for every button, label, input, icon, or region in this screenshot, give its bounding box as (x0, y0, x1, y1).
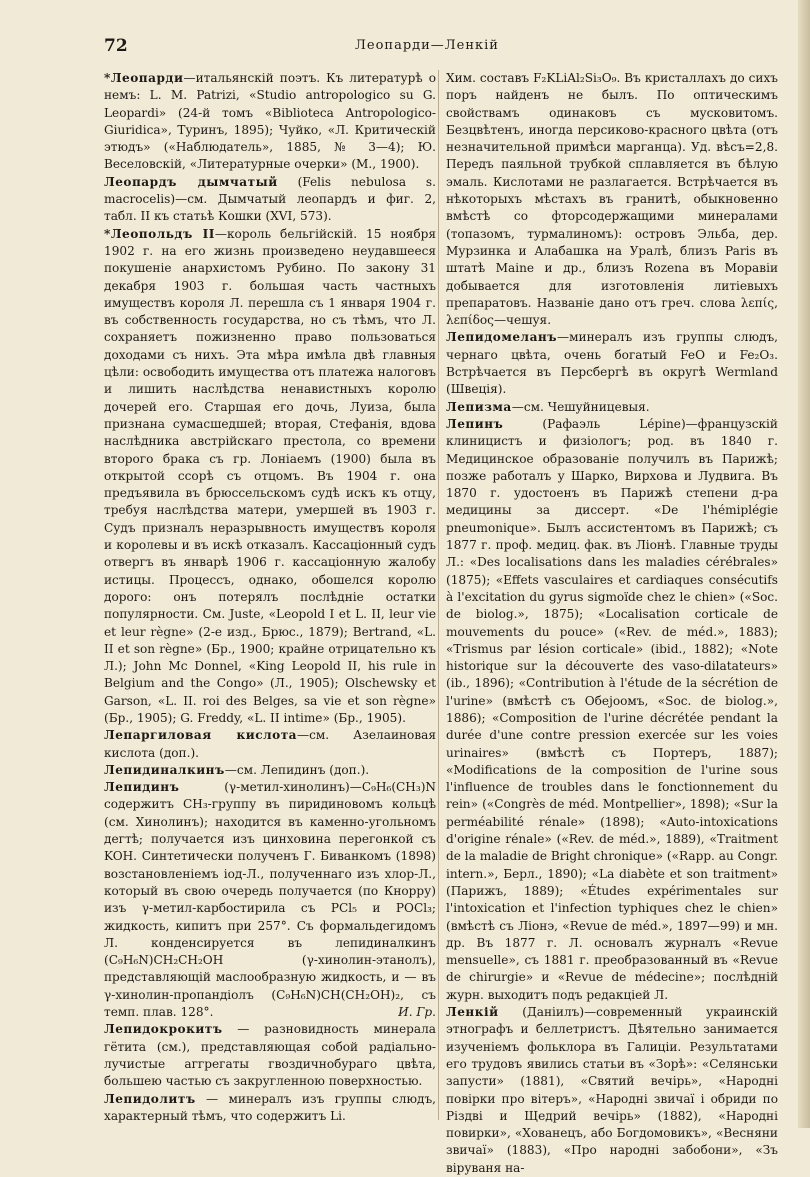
page-spine-shadow (798, 0, 810, 1128)
entry-headword: Ленкій (446, 1005, 499, 1020)
dictionary-entry (104, 70, 436, 174)
entry-headword: Лепизма (446, 399, 512, 414)
entry-headword: *Леопарди (104, 71, 184, 85)
dictionary-entry (104, 779, 436, 1021)
dictionary-entry (104, 226, 436, 728)
entry-headword: Лепидокрокитъ (104, 1022, 223, 1037)
dictionary-entry (104, 1021, 436, 1090)
dictionary-entry (446, 329, 778, 398)
entry-text: (Felis nebulosa s. macrocelis)—см. Дымчатый леопардъ и фиг. 2, табл. II къ статьѣ Кошки (XVI, 573). (104, 174, 436, 224)
dictionary-entry (446, 70, 778, 329)
author-signature: И. Гр. (398, 1005, 436, 1020)
entry-headword: Лепидолитъ (104, 1091, 196, 1106)
dictionary-entry (104, 762, 436, 779)
entry-headword: Лепидомеланъ (446, 330, 558, 345)
entry-text: —итальянскій поэтъ. Къ литературѣ о немъ: L. M. Patrizi, «Studio antropologico su G. Leopardi» (24-й томъ «Biblioteca Antropologico-Giuridica», Туринъ, 1895); Чуйко, «Л. Критическій этюдъ» («Наблюдатель», 1885, № 3—4); Ю. Веселовскій, «Литературные очерки» (М., 1900). (104, 71, 436, 172)
entry-headword: Лепидиналкинъ (104, 762, 225, 777)
left-column (104, 70, 436, 1125)
running-title: Леопарди—Ленкій (355, 38, 499, 53)
dictionary-entry (104, 174, 436, 226)
right-column (446, 70, 778, 1177)
dictionary-entry (104, 1091, 436, 1126)
entry-headword: Лепинъ (446, 416, 504, 431)
dictionary-entry (446, 399, 778, 416)
entry-text: —см. Чешуйницевыя. (511, 399, 650, 414)
entry-text: —король бельгійскій. 15 ноября 1902 г. на его жизнь произведено неудавшееся покушеніе анархистомъ Рубино. По закону 31 декабря 1903 г. большая часть частныхъ имуществъ короля Л. перешла съ 1 января 1904 г. въ собственность государства, но съ тѣмъ, что Л. сохраняетъ пожизненно право пользоваться доходами съ нихъ. Эта мѣра имѣла двѣ главныя цѣли: освободить имущества отъ платежа налоговъ и лишить наслѣдства ненавистныхъ королю дочерей его. Старшая его дочь, Луиза, была признана сумасшедшей; вторая, Стефанія, вдова наслѣдника австрійскаго престола, со времени второго брака съ гр. Лоніаемъ (1900) была въ открытой ссорѣ съ отцомъ. Въ 1904 г. она предъявила въ брюссельскомъ судѣ искъ къ отцу, требуя наслѣдства матери, умершей въ 1903 г. Судъ призналъ неразрывность имуществъ короля и королевы и въ искѣ отказалъ. Кассаціонный судъ отвергъ въ январѣ 1906 г. кассаціонную жалобу истицы. Процессъ, однако, обошелся королю дорого: онъ потерялъ послѣдніе остатки популярности. См. Juste, «Leopold I et L. II, leur vie et leur règne» (2-е изд., Брюс., 1879); Bertrand, «L. II et son règne» (Бр., 1900; крайне отрицательно къ Л.); John Mc Donnel, «King Leopold II, his rule in Belgium and the Congo» (Л., 1905); Olschewsky et Garson, «L. II. roi des Belges, sa vie et son règne» (Бр., 1905); G. Freddy, «L. II intime» (Бр., 1905). (104, 226, 437, 725)
entry-headword: Леопардъ дымчатый (104, 174, 278, 189)
entry-text: (Рафаэль Lépine)—французскій клиницистъ и физіологъ; род. въ 1840 г. Медицинское образованіе получилъ въ Парижѣ; позже работалъ у Шарко, Вирхова и Лудвига. Въ 1870 г. удостоенъ въ Парижѣ степени д-ра медицины за диссерт. «De l'hémiplégie pneumonique». Былъ ассистентомъ въ Парижѣ; съ 1877 г. проф. медиц. фак. въ Ліонѣ. Главные труды Л.: «Des localisations dans les maladies cérébrales» (1875); «Effets vasculaires et cardiaques consécutifs à l'excitation du gyrus sigmoïde chez le chien» («Soc. de biolog.», 1875); «Localisation corticale de mouvements du pouce» («Rev. de méd.», 1883); «Trismus par lésion corticale» (ibid., 1882); «Note historique sur la découverte des vaso-dilatateurs» (ib., 1896); «Contribution à l'étude de la sécrétion de l'urine» (вмѣстѣ съ Обеjоомъ, «Soc. de biolog.», 1886); «Composition de l'urine décrétée pendant la durée d'une contre pression exercée sur les voies urinaires» (вмѣстѣ съ Портеръ, 1887); «Modifications de la composition de l'urine sous l'influence de troubles dans le fonctionnement du rein» («Congrès de méd. Montpellier», 1898); «Sur la perméabilité rénale» (1898); «Auto-intoxications d'origine rénale» («Rev. de méd.», 1889), «Traitment de la maladie de Bright chronique» («Rapp. au Congr. intern.», Берл., 1890); «La diabète et son traitment» (Парижъ, 1889); «Études expérimentales sur l'intoxication et l'infection typhiques chez le chien» (вмѣстѣ съ Ліонэ, «Revue de méd.», 1897—99) и мн. др. Въ 1877 г. Л. основалъ журналъ «Revue mensuelle», съ 1881 г. преобразованный въ «Revue de chirurgie» и «Revue de médecine»; послѣдній журн. выходитъ подъ редакціей Л. (446, 416, 778, 1002)
entry-text: Хим. составъ F₂KLiAl₂Si₃O₉. Въ кристаллахъ до сихъ поръ найденъ не былъ. По оптическимъ свойствамъ одинаковъ съ мусковитомъ. Безцвѣтенъ, иногда персиково-красного цвѣта (отъ незначительной примѣси марганца). Уд. вѣсъ=2,8. Передъ паяльной трубкой сплавляется въ бѣлую эмаль. Кислотами не разлагается. Встрѣчается въ нѣкоторыхъ мѣстахъ въ гранитѣ, обыкновенно вмѣстѣ со фторсодержащими минералами (топазомъ, турмалиномъ): островъ Эльба, дер. Мурзинка и Алабашка на Уралѣ, близъ Paris въ штатѣ Maine и др., близъ Rozena въ Моравіи добывается для изготовленія литіевыхъ препаратовъ. Названіе дано отъ греч. слова λεπίς, λεπίδος—чешуя. (446, 71, 778, 328)
entry-headword: *Леопольдъ II (104, 226, 215, 241)
entry-text: —см. Азелаиновая кислота (доп.). (104, 728, 436, 760)
page-header (104, 36, 750, 62)
entry-headword: Лепидинъ (104, 780, 180, 795)
entry-text: (γ-метил-хинолинъ)—C₉H₆(CH₃)N содержитъ CH₃-группу въ пиридиновомъ кольцѣ (см. Хинолинъ); находится въ каменно-угольномъ дегтѣ; получается изъ цинховина перегонкой съ KOH. Синтетически полученъ Г. Бивaнкомъ (1898) возстановленіемъ іод-Л., полученнаго изъ хлор-Л., который въ свою очередь получается (по Кнорру) изъ γ-метил-карбостирила съ PCl₅ и POCl₃; жидкость, кипитъ при 257°. Съ формальдегидомъ Л. конденсируется въ лепидиналкинъ (C₉H₆N)CH₂CH₂OH (γ-хинолин-этанолъ), представляющій маслообразную жидкость, и — въ γ-хинолин-пропандіолъ (C₉H₆N)CH(CH₂OH)₂, съ темп. плав. 128°. (104, 780, 436, 1020)
dictionary-entry (446, 1004, 778, 1177)
dictionary-entry (104, 727, 436, 762)
entry-text: —минералъ изъ группы слюдъ, чернаго цвѣта, очень богатый FeO и Fe₂O₃. Встрѣчается въ Персбергѣ въ округѣ Wermland (Швеція). (446, 330, 778, 397)
entry-text: (Даніилъ)—современный украинскій этнографъ и беллетристъ. Дѣятельно занимается изученіемъ фольклора въ Галиціи. Результатами его трудовъ явились статьи въ «Зорѣ»: «Селянськи запусти» (1881), «Святий вечірь», «Народні повірки про вітеръ», «Народні звичаї і обриди по Різдві и Щедрий вечірь» (1882), «Народні повирки», «Хованецъ, або Богдомовикъ», «Весняни звичаї» (1883), «Про народні забобони», «Зъ віруваня на- (446, 1005, 778, 1175)
entry-text: —см. Лепидинъ (доп.). (224, 762, 370, 777)
dictionary-entry (446, 416, 778, 1004)
page-number: 72 (104, 36, 128, 56)
entry-text: — разновидность минерала гётита (см.), представляющая собой радіально-лучистые аггрегаты гвоздичнобураго цвѣта, большею частью съ закругленною поверхностью. (104, 1022, 436, 1089)
column-divider (438, 70, 439, 1120)
entry-text: — минералъ изъ группы слюдъ, характерный тѣмъ, что содержитъ Li. (104, 1091, 436, 1123)
entry-headword: Лепаргиловая кислота (104, 728, 298, 743)
